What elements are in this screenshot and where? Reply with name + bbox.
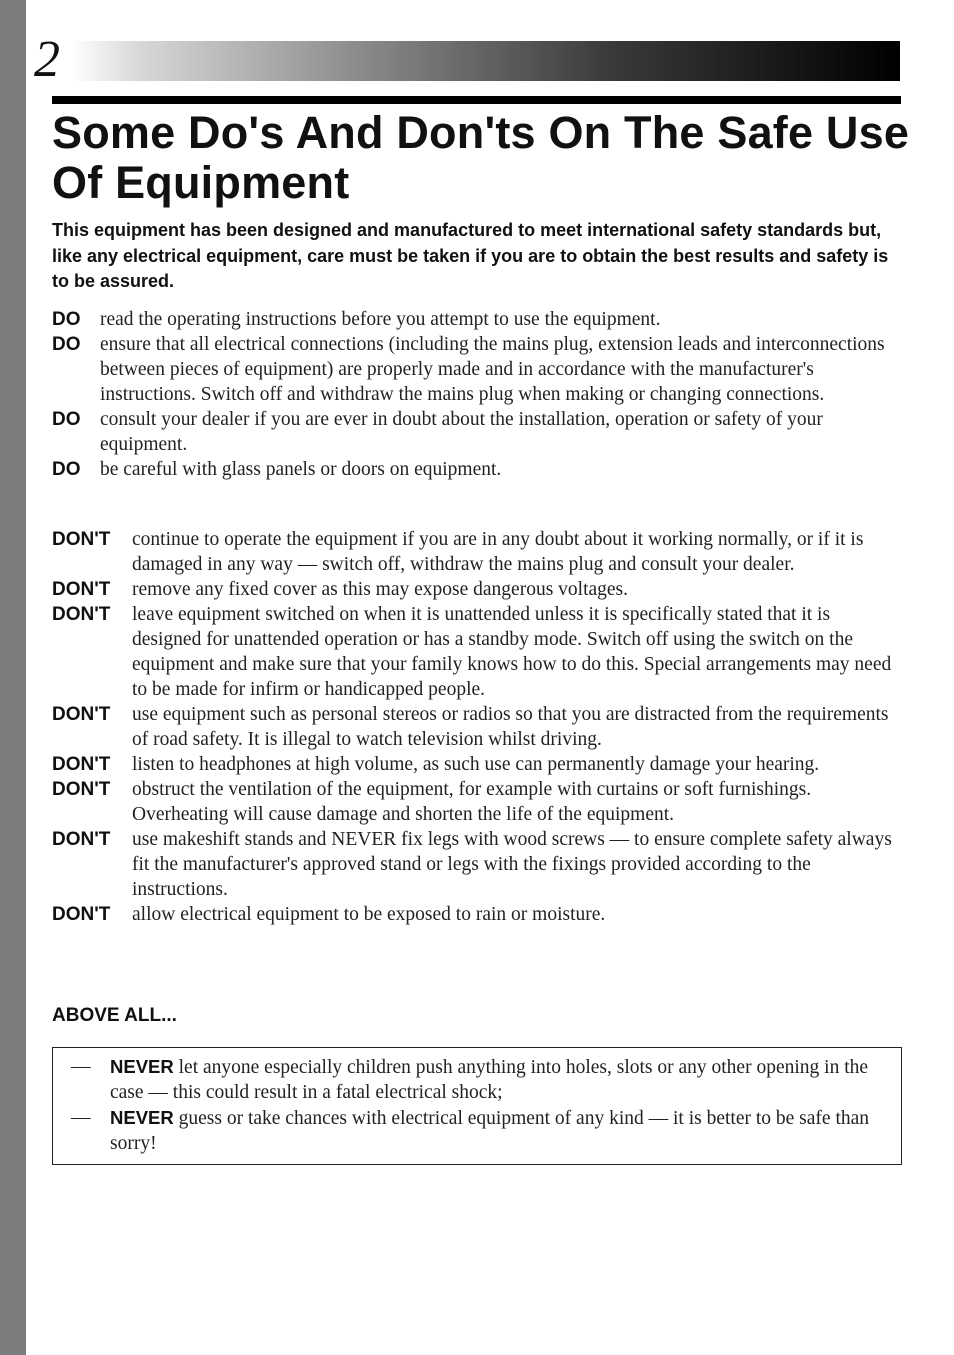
dont-item xyxy=(52,752,904,777)
do-text: consult your dealer if you are ever in doubt about the installation, operation or safety of your equipment. xyxy=(100,409,823,455)
do-list xyxy=(52,307,904,482)
dont-item xyxy=(52,527,904,577)
above-all-heading: ABOVE ALL... xyxy=(52,1005,177,1026)
page-number: 2 xyxy=(34,31,60,88)
do-keyword: DO xyxy=(52,309,81,330)
never-keyword: NEVER xyxy=(110,1056,174,1077)
dont-keyword: DON'T xyxy=(52,779,111,800)
dont-keyword: DON'T xyxy=(52,704,111,725)
dont-item xyxy=(52,602,904,702)
do-item xyxy=(52,332,904,407)
dont-item xyxy=(52,577,904,602)
dont-item xyxy=(52,777,904,827)
never-body xyxy=(110,1105,881,1156)
dont-keyword: DON'T xyxy=(52,579,111,600)
dont-keyword: DON'T xyxy=(52,754,111,775)
do-text: ensure that all electrical connections (including the mains plug, extension leads and interconnections between pieces of equipment) are properly made and in accordance with the manufacturer's instructions. Switch off and withdraw the mains plug when making or changing connections. xyxy=(100,334,885,405)
dont-keyword: DON'T xyxy=(52,829,111,850)
dont-text: allow electrical equipment to be exposed to rain or moisture. xyxy=(132,904,606,925)
page-edge-strip xyxy=(0,0,26,1355)
never-box xyxy=(52,1047,902,1165)
never-item xyxy=(53,1054,901,1105)
do-item xyxy=(52,457,904,482)
do-text: read the operating instructions before you attempt to use the equipment. xyxy=(100,309,661,330)
page-title: Some Do's And Don'ts On The Safe Use Of Equipment xyxy=(52,107,910,208)
dont-item xyxy=(52,902,904,927)
do-text: be careful with glass panels or doors on equipment. xyxy=(100,459,502,480)
dont-text: obstruct the ventilation of the equipment, for example with curtains or soft furnishings. Overheating will cause damage and shorten the life of the equipment. xyxy=(132,779,812,825)
dont-text: use equipment such as personal stereos or radios so that you are distracted from the requirements of road safety. It is illegal to watch television whilst driving. xyxy=(132,704,889,750)
dont-keyword: DON'T xyxy=(52,604,111,625)
dont-text: remove any fixed cover as this may expose dangerous voltages. xyxy=(132,579,629,600)
dont-keyword: DON'T xyxy=(52,904,111,925)
do-item xyxy=(52,407,904,457)
dont-item xyxy=(52,702,904,752)
never-item xyxy=(53,1105,901,1156)
dont-item xyxy=(52,827,904,902)
do-keyword: DO xyxy=(52,409,81,430)
dont-text: listen to headphones at high volume, as such use can permanently damage your hearing. xyxy=(132,754,820,775)
do-keyword: DO xyxy=(52,334,81,355)
header-gradient-bar xyxy=(72,41,900,81)
dash-bullet: — xyxy=(71,1107,91,1128)
never-text: guess or take chances with electrical equipment of any kind — it is better to be safe than sorry! xyxy=(110,1108,870,1154)
title-rule xyxy=(52,96,901,104)
dash-bullet: — xyxy=(71,1056,91,1077)
intro-paragraph: This equipment has been designed and manufactured to meet international safety standards but, like any electrical equipment, care must be taken if you are to obtain the best results and safety is to be assured. xyxy=(52,220,889,291)
dont-text: leave equipment switched on when it is unattended unless it is specifically stated that it is designed for unattended operation or has a standby mode. Switch off using the switch on the equipment and make sure that your family knows how to do this. Special arrangements may need to be made for infirm or handicapped people. xyxy=(132,604,892,700)
never-body xyxy=(110,1054,881,1105)
dont-list xyxy=(52,527,904,927)
do-item xyxy=(52,307,904,332)
never-text: let anyone especially children push anything into holes, slots or any other opening in the case — this could result in a fatal electrical shock; xyxy=(110,1057,869,1103)
dont-text: use makeshift stands and NEVER fix legs with wood screws — to ensure complete safety always fit the manufacturer's approved stand or legs with the fixings provided according to the instructions. xyxy=(132,829,892,900)
dont-keyword: DON'T xyxy=(52,529,111,550)
never-keyword: NEVER xyxy=(110,1107,174,1128)
do-keyword: DO xyxy=(52,459,81,480)
dont-text: continue to operate the equipment if you are in any doubt about it working normally, or if it is damaged in any way — switch off, withdraw the mains plug and consult your dealer. xyxy=(132,529,864,575)
